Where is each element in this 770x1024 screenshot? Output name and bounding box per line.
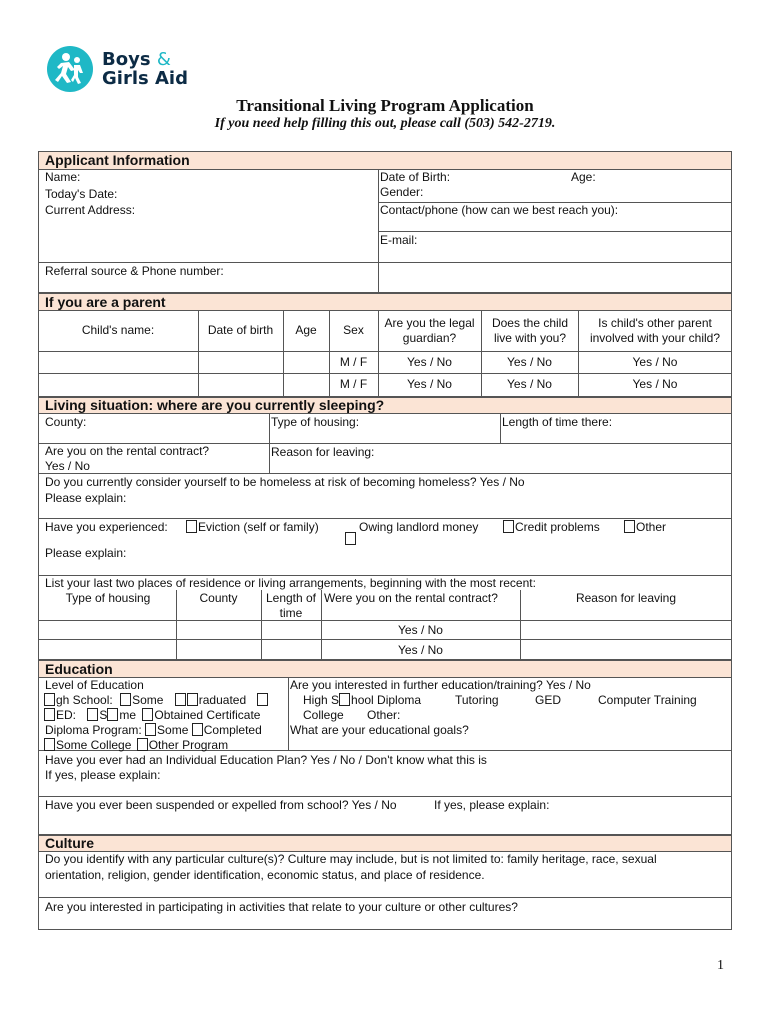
current-address-field[interactable]: Current Address:	[45, 203, 136, 217]
diploma-completed-checkbox[interactable]	[192, 723, 203, 736]
college-row: Some College Other Program	[44, 738, 228, 753]
college-option[interactable]: College	[303, 708, 344, 722]
rental-contract-question: Are you on the rental contract?	[45, 444, 210, 458]
housing-type-field[interactable]: Type of housing:	[271, 415, 360, 429]
culture-identify-line1[interactable]: Do you identify with any particular culture(s)? Culture may include, but is not limited to: family heritage, race, sexual	[45, 852, 657, 866]
ged-some-checkbox[interactable]	[87, 708, 98, 721]
col-length: Length of time	[265, 591, 317, 620]
ged-checkbox[interactable]	[44, 708, 55, 721]
logo-mark	[47, 46, 93, 92]
row2-guardian[interactable]: Yes / No	[407, 377, 452, 391]
row1-involved[interactable]: Yes / No	[632, 355, 678, 369]
diploma-some-checkbox[interactable]	[145, 723, 156, 736]
row1-sex[interactable]: M / F	[339, 355, 368, 369]
row1-lives[interactable]: Yes / No	[507, 355, 552, 369]
homeless-explain[interactable]: Please explain:	[45, 491, 127, 505]
col-childs-name: Child's name:	[81, 323, 155, 337]
high-school-row: gh School: Some raduated	[44, 693, 269, 708]
page-title: Transitional Living Program Application	[236, 96, 534, 115]
row2-sex[interactable]: M / F	[339, 377, 368, 391]
suspended-explain[interactable]: If yes, please explain:	[434, 798, 550, 812]
length-field[interactable]: Length of time there:	[502, 415, 613, 429]
iep-question[interactable]: Have you ever had an Individual Education Plan? Yes / No / Don't know what this is	[45, 753, 487, 767]
todays-date-field[interactable]: Today's Date:	[45, 187, 118, 201]
col-type-housing: Type of housing	[65, 591, 151, 605]
age-field[interactable]: Age:	[571, 170, 596, 184]
some-college-checkbox[interactable]	[44, 738, 55, 751]
logo-wordmark: Boys & Girls Aid	[102, 49, 188, 89]
credit-problems-option[interactable]: Credit problems	[503, 520, 600, 535]
rental-contract-answer[interactable]: Yes / No	[45, 459, 90, 473]
homeless-question[interactable]: Do you currently consider yourself to be homeless at risk of becoming homeless? Yes / No	[45, 475, 525, 489]
hs-some-checkbox[interactable]	[120, 693, 131, 706]
computer-training-option[interactable]: Computer Training	[598, 693, 697, 707]
hs-diploma-checkbox[interactable]	[339, 693, 350, 706]
hs-extra-checkbox[interactable]	[257, 693, 268, 706]
ged-option[interactable]: GED	[535, 693, 562, 707]
owing-checkbox[interactable]	[345, 532, 357, 546]
hs-diploma-option[interactable]: High S hool Diploma	[303, 693, 422, 707]
applicant-header: Applicant Information	[39, 152, 731, 169]
other-option[interactable]: Other	[624, 520, 666, 535]
email-field[interactable]: E-mail:	[380, 233, 418, 247]
col-other-parent: Is child's other parent involved with your child?	[589, 316, 721, 345]
reason-leaving-field[interactable]: Reason for leaving:	[271, 445, 375, 459]
col-legal-guardian: Are you the legal guardian?	[384, 316, 475, 345]
eviction-checkbox[interactable]	[186, 520, 197, 533]
col-reason: Reason for leaving	[575, 591, 677, 605]
other-checkbox[interactable]	[624, 520, 635, 533]
col-age: Age	[295, 323, 317, 337]
children-running-icon	[47, 46, 93, 92]
culture-identify-line2[interactable]: orientation, religion, gender identification, economic status, and place of residence.	[45, 868, 485, 882]
suspended-question[interactable]: Have you ever been suspended or expelled from school? Yes / No	[45, 798, 397, 812]
ged-obtained-checkbox[interactable]	[142, 708, 153, 721]
row2-lives[interactable]: Yes / No	[507, 377, 552, 391]
page-subtitle: If you need help filling this out, please call (503) 542-2719.	[214, 116, 556, 131]
other-education-option[interactable]: Other:	[367, 708, 401, 722]
page-number: 1	[717, 958, 724, 973]
education-header: Education	[39, 661, 731, 677]
living-header: Living situation: where are you currently sleeping?	[39, 398, 731, 413]
culture-activities-question[interactable]: Are you interested in participating in activities that relate to your culture or other cultures?	[45, 900, 518, 914]
diploma-row: Diploma Program: Some Completed	[45, 723, 262, 737]
col-county: County	[199, 591, 238, 605]
experienced-explain[interactable]: Please explain:	[45, 546, 127, 560]
col-live-with-you: Does the child live with you?	[491, 316, 569, 345]
owing-landlord-label: Owing landlord money	[359, 520, 479, 534]
name-field[interactable]: Name:	[45, 170, 81, 184]
culture-header: Culture	[39, 836, 731, 851]
tutoring-option[interactable]: Tutoring	[455, 693, 499, 707]
experienced-label: Have you experienced:	[45, 520, 168, 534]
educational-goals-field[interactable]: What are your educational goals?	[290, 723, 469, 737]
ged-row: ED: S me Obtained Certificate	[44, 708, 260, 723]
col-date-of-birth: Date of birth	[207, 323, 274, 337]
residence-list-label: List your last two places of residence or living arrangements, beginning with the most recent:	[45, 576, 536, 590]
education-level-label: Level of Education	[45, 678, 144, 692]
hs-checkbox[interactable]	[44, 693, 55, 706]
iep-explain[interactable]: If yes, please explain:	[45, 768, 161, 782]
row2-involved[interactable]: Yes / No	[632, 377, 678, 391]
hs-grad-checkbox[interactable]	[175, 693, 186, 706]
contact-field[interactable]: Contact/phone (how can we best reach you):	[380, 203, 619, 217]
further-education-question[interactable]: Are you interested in further education/training? Yes / No	[290, 678, 591, 692]
other-program-checkbox[interactable]	[137, 738, 148, 751]
gender-field[interactable]: Gender:	[380, 185, 424, 199]
dob-field[interactable]: Date of Birth:	[380, 170, 451, 184]
credit-checkbox[interactable]	[503, 520, 514, 533]
eviction-option[interactable]: Eviction (self or family)	[186, 520, 319, 535]
res-row2-rental[interactable]: Yes / No	[398, 643, 443, 657]
county-field[interactable]: County:	[45, 415, 87, 429]
res-row1-rental[interactable]: Yes / No	[398, 623, 443, 637]
row1-guardian[interactable]: Yes / No	[407, 355, 452, 369]
col-sex: Sex	[343, 323, 364, 337]
col-rental: Were you on the rental contract?	[324, 591, 498, 605]
parent-header: If you are a parent	[39, 294, 731, 310]
referral-field[interactable]: Referral source & Phone number:	[45, 264, 224, 278]
